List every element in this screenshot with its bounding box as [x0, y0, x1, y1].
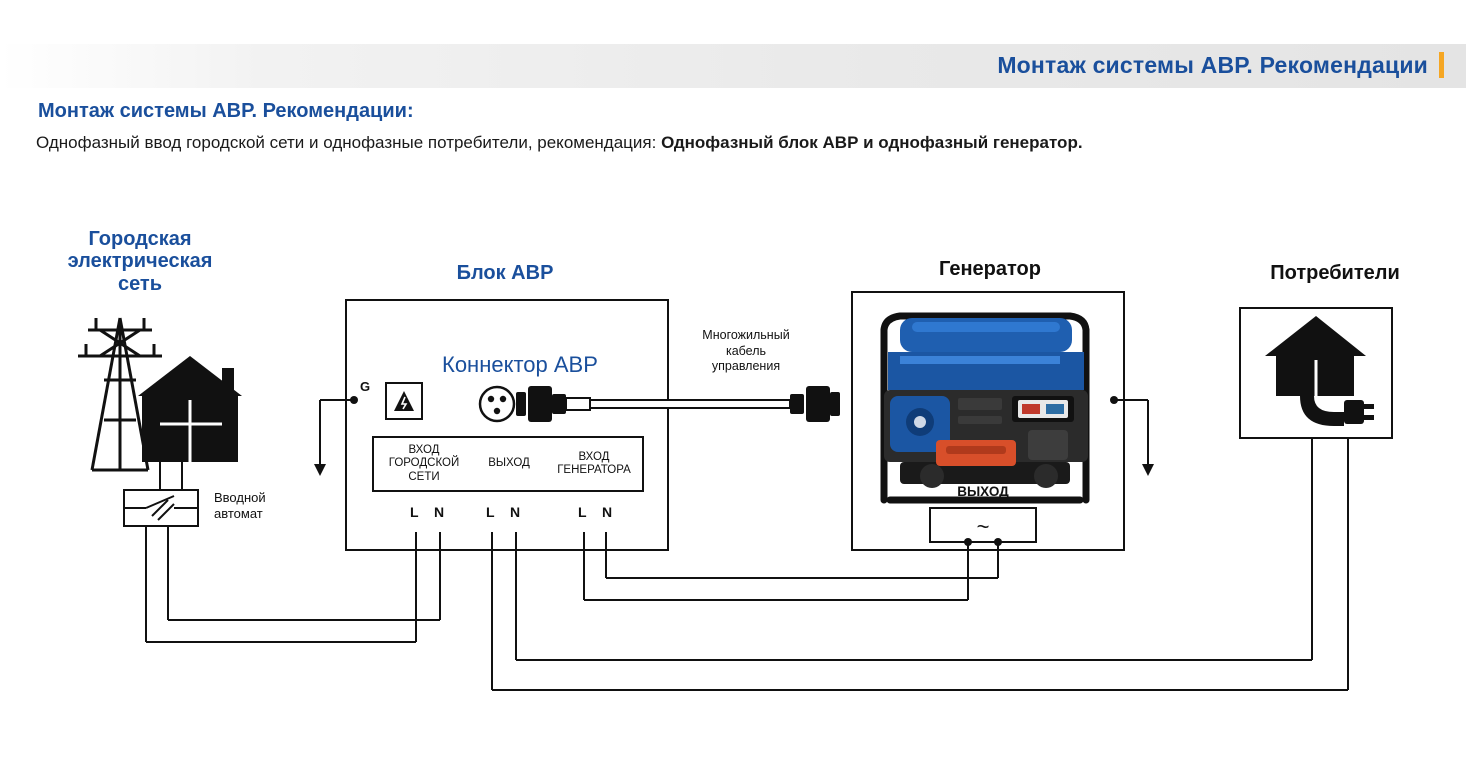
grid-title-line1: Городская: [88, 228, 192, 250]
generator-image: [884, 316, 1088, 500]
control-cable: [590, 400, 790, 408]
terminal-output-line1: ВЫХОД: [488, 457, 530, 470]
intro-text-bold: Однофазный блок АВР и однофазный генератор.: [661, 133, 1083, 152]
ground-label: G: [360, 379, 371, 394]
header-title: Монтаж системы АВР. Рекомендации: [997, 52, 1428, 78]
grid-title-line3: сеть: [117, 272, 163, 295]
cable-note-line2: кабель: [725, 343, 767, 358]
ln-label-generator-n: N: [602, 504, 613, 520]
ln-label-city-n: N: [434, 504, 445, 520]
terminal-box-output: [472, 436, 548, 492]
connector-title: Коннектор АВР: [442, 352, 598, 377]
input-breaker-line1: Вводной: [214, 490, 266, 505]
consumers-icon: [1265, 316, 1374, 426]
ln-label-city-l: L: [410, 504, 419, 520]
avr-title: Блок АВР: [456, 262, 554, 284]
cable-note-line3: управления: [711, 359, 781, 374]
grid-title-line2: электрическая: [67, 250, 213, 273]
avr-block-outline: [346, 300, 668, 550]
avr-socket: [480, 387, 514, 421]
input-breaker-label: [214, 490, 266, 523]
ln-label-output-n: N: [510, 504, 521, 520]
input-breaker-line2: автомат: [214, 506, 263, 522]
ln-label-output-l: L: [486, 504, 495, 520]
terminal-input-city-line1: ВХОД: [408, 444, 440, 457]
consumers-title: Потребители: [1270, 262, 1400, 284]
ln-label-generator-l: L: [578, 504, 587, 520]
terminal-box-input-generator: [546, 436, 644, 492]
page-title: Монтаж системы АВР. Рекомендации:: [38, 100, 414, 122]
terminal-box-input-city: [372, 436, 476, 492]
svg-text:~: ~: [976, 514, 990, 539]
intro-text-plain: Однофазный ввод городской сети и однофазные потребители, рекомендация:: [36, 133, 662, 152]
terminal-input-generator-line2: ГЕНЕРАТОРА: [557, 464, 631, 476]
cable-note-line1: Многожильный: [702, 328, 790, 342]
terminal-input-generator-line1: ВХОД: [578, 450, 610, 463]
control-cable-note: [684, 328, 808, 375]
wire-bundle: [146, 438, 1348, 690]
terminal-input-city-line2: ГОРОДСКОЙ: [388, 457, 460, 470]
terminal-input-city-line3: СЕТИ: [408, 470, 440, 483]
generator-output-label: ВЫХОД: [957, 484, 1009, 499]
generator-title: Генератор: [939, 258, 1041, 280]
